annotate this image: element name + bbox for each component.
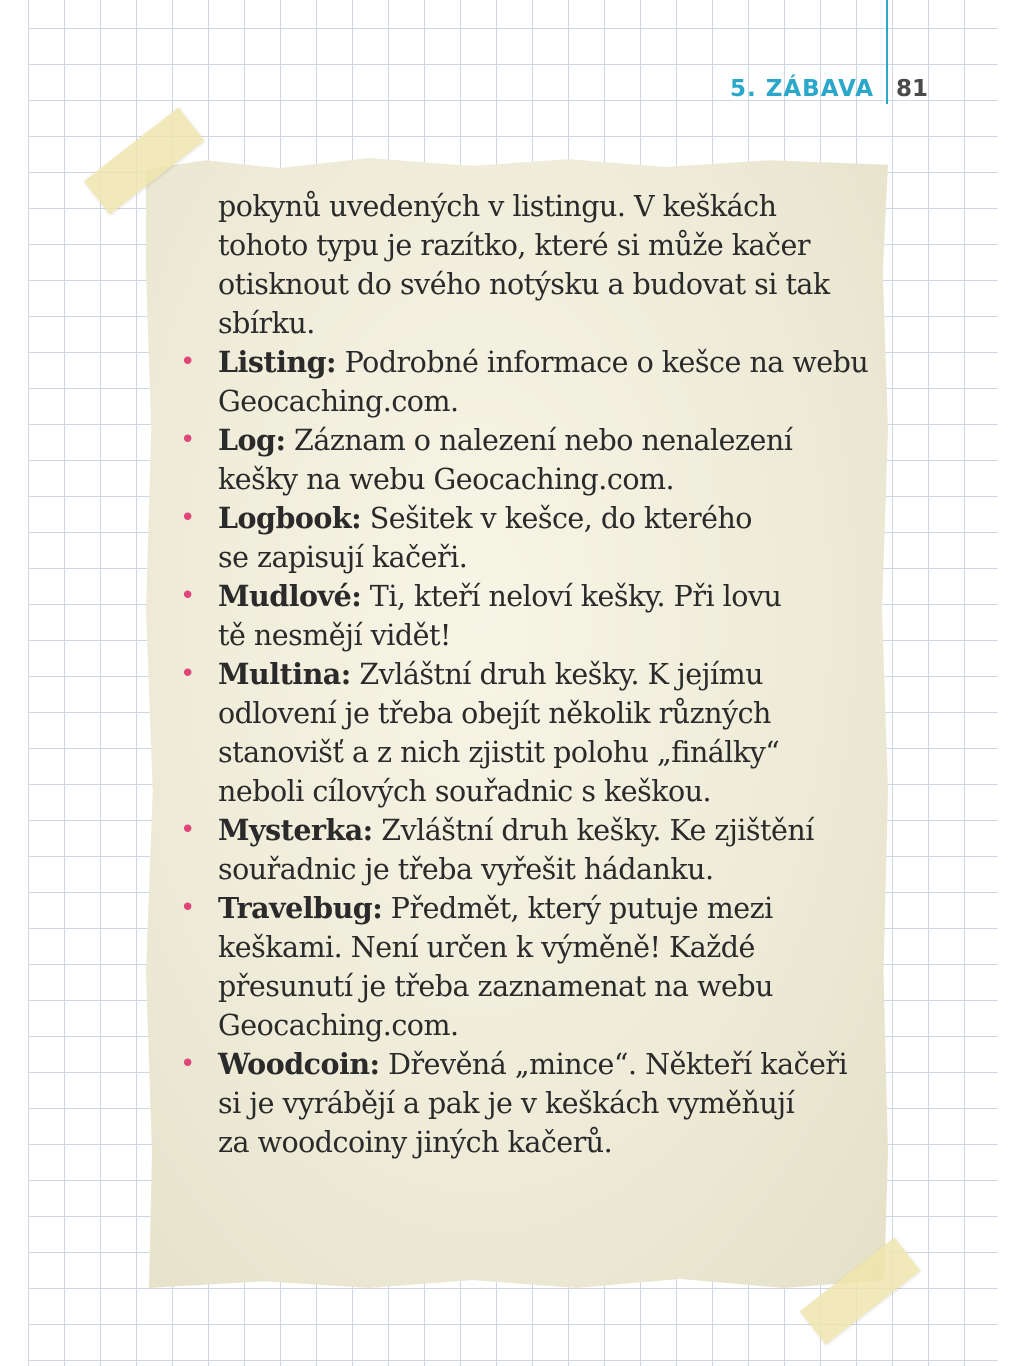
page-margin-right: [998, 0, 1024, 1366]
intro-line: tohoto typu je razítko, které si může kačer: [218, 229, 810, 262]
glossary-definition: za woodcoiny jiných kačerů.: [218, 1126, 613, 1159]
glossary-item-log: [180, 421, 878, 499]
glossary-item-mysterka: [180, 811, 878, 889]
glossary-definition: Geocaching.com.: [218, 1009, 459, 1042]
glossary-term: Multina:: [218, 657, 351, 691]
glossary-text: [180, 187, 878, 1162]
glossary-definition: stanovišť a z nich zjistit polohu „finálky“: [218, 736, 780, 769]
glossary-definition: si je vyrábějí a pak je v keškách vyměňují: [218, 1087, 795, 1120]
glossary-item-multina: [180, 655, 878, 811]
glossary-item-mudlove: [180, 577, 878, 655]
glossary-term: Mudlové:: [218, 579, 362, 613]
intro-line: otisknout do svého notýsku a budovat si tak: [218, 268, 830, 301]
glossary-definition: Podrobné informace o kešce na webu: [336, 346, 869, 379]
glossary-definition: tě nesmějí vidět!: [218, 619, 451, 652]
glossary-definition: neboli cílových souřadnic s keškou.: [218, 775, 712, 808]
glossary-item-listing: [180, 343, 878, 421]
glossary-definition: kešky na webu Geocaching.com.: [218, 463, 675, 496]
glossary-item-woodcoin: [180, 1045, 878, 1162]
glossary-term: Log:: [218, 423, 286, 457]
glossary-definition: souřadnic je třeba vyřešit hádanku.: [218, 853, 714, 886]
glossary-definition: Sešitek v kešce, do kterého: [361, 502, 752, 535]
chapter-title: 5. ZÁBAVA: [729, 76, 874, 102]
glossary-item-travelbug: [180, 889, 878, 1045]
bullet-icon: •: [180, 659, 195, 689]
glossary-definition: Zvláštní druh kešky. Ke zjištění: [372, 814, 814, 847]
bullet-icon: •: [180, 425, 195, 455]
glossary-definition: přesunutí je třeba zaznamenat na webu: [218, 970, 773, 1003]
glossary-definition: Záznam o nalezení nebo nenalezení: [285, 424, 793, 457]
bullet-icon: •: [180, 347, 195, 377]
glossary-term: Logbook:: [218, 501, 362, 535]
bullet-icon: •: [180, 893, 195, 923]
glossary-term: Listing:: [218, 345, 337, 379]
glossary-term: Mysterka:: [218, 813, 373, 847]
glossary-item-logbook: [180, 499, 878, 577]
header-divider: [886, 0, 888, 104]
glossary-definition: Geocaching.com.: [218, 385, 459, 418]
glossary-definition: se zapisují kačeři.: [218, 541, 468, 574]
intro-line: sbírku.: [218, 307, 315, 340]
bullet-icon: •: [180, 815, 195, 845]
bullet-icon: •: [180, 503, 195, 533]
glossary-definition: Dřevěná „mince“. Někteří kačeři: [379, 1048, 848, 1081]
glossary-definition: Ti, kteří neloví kešky. Při lovu: [361, 580, 782, 613]
page-number: 81: [896, 76, 929, 102]
glossary-definition: Předmět, který putuje mezi: [382, 892, 773, 925]
glossary-definition: keškami. Není určen k výměně! Každé: [218, 931, 755, 964]
glossary-term: Woodcoin:: [218, 1047, 380, 1081]
glossary-definition: odlovení je třeba obejít několik různých: [218, 697, 771, 730]
bullet-icon: •: [180, 581, 195, 611]
glossary-definition: Zvláštní druh kešky. K jejímu: [350, 658, 763, 691]
glossary-term: Travelbug:: [218, 891, 383, 925]
bullet-icon: •: [180, 1049, 195, 1079]
page-margin-left: [0, 0, 28, 1366]
intro-line: pokynů uvedených v listingu. V keškách: [218, 190, 777, 223]
